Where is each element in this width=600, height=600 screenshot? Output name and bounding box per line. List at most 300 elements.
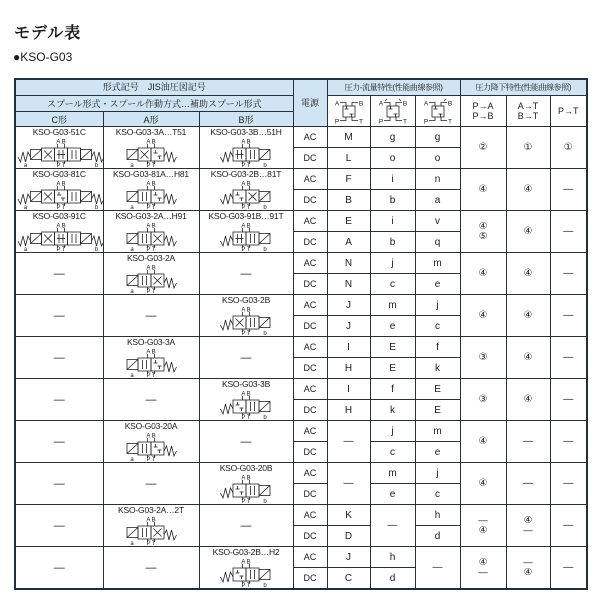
svg-text:P T: P T [146, 373, 156, 378]
header-drop-pt [550, 96, 587, 127]
model-cell-a [103, 127, 199, 169]
pressure-drop-value [506, 379, 550, 421]
pressure-drop-line: ① [563, 142, 573, 153]
drop-col-label: P→B [472, 111, 494, 121]
svg-text:b: b [263, 205, 267, 210]
model-cell-a: — [103, 295, 199, 337]
power-value: DC [293, 442, 327, 463]
pressure-drop-line: ④ [523, 515, 533, 526]
power-value: AC [293, 421, 327, 442]
pressure-drop-value [550, 211, 587, 253]
pressure-drop-line: — [563, 184, 574, 195]
pressure-drop-line: — [523, 557, 533, 568]
flow-value-merged: — [327, 421, 370, 463]
svg-text:B: B [447, 100, 452, 107]
pressure-drop-line: — [563, 226, 574, 237]
svg-text:a: a [130, 373, 134, 378]
power-value: AC [293, 211, 327, 232]
svg-text:P T: P T [146, 163, 156, 168]
model-number: KSO-G03-91C [32, 211, 86, 221]
pressure-drop-value [506, 127, 550, 169]
pressure-drop-value [506, 337, 550, 379]
pressure-drop-value [550, 505, 587, 547]
table-row [15, 127, 587, 148]
power-value: DC [293, 274, 327, 295]
model-cell-b: — [199, 505, 293, 547]
pressure-drop-line: ③ [478, 352, 488, 363]
model-number: KSO-G03-20A [124, 421, 178, 431]
flow-value: e [370, 484, 415, 505]
pressure-drop-value [460, 127, 506, 169]
flow-value: F [327, 169, 370, 190]
model-number: KSO-G03-81C [32, 169, 86, 179]
flow-value: J [327, 316, 370, 337]
model-number: KSO-G03-2B…81T [210, 169, 282, 179]
pressure-drop-line: ④ [523, 310, 533, 321]
pressure-drop-line: ③ [478, 394, 488, 405]
model-number: KSO-G03-3A [126, 337, 176, 347]
flow-value: o [370, 148, 415, 169]
valve-center-symbol-1 [329, 98, 369, 125]
svg-text:A B: A B [146, 349, 156, 356]
valve-symbol-a [106, 222, 196, 252]
flow-value: e [415, 274, 460, 295]
model-number: KSO-G03-3B…51H [210, 127, 282, 137]
model-cell-a [103, 253, 199, 295]
pressure-drop-line: ④ [478, 184, 488, 195]
model-cell-a: — [103, 463, 199, 505]
table-row [15, 505, 587, 526]
flow-value: g [415, 127, 460, 148]
model-cell-c: — [15, 421, 103, 463]
model-cell-a [103, 169, 199, 211]
svg-text:P T: P T [146, 205, 156, 210]
pressure-drop-value [506, 253, 550, 295]
valve-symbol-a [106, 348, 196, 378]
flow-value: J [327, 547, 370, 568]
power-value: DC [293, 484, 327, 505]
pressure-drop-line: — [563, 310, 574, 321]
valve-symbol-b [201, 558, 291, 588]
header-format-symbol: 形式記号 JIS油圧図記号 [15, 79, 293, 96]
model-cell-c [15, 169, 103, 211]
flow-value: j [370, 421, 415, 442]
svg-text:P T: P T [146, 541, 156, 546]
flow-value: I [327, 337, 370, 358]
flow-value: N [327, 274, 370, 295]
pressure-drop-value [550, 295, 587, 337]
svg-text:b: b [263, 499, 267, 504]
flow-value-merged: — [327, 463, 370, 505]
svg-text:a: a [130, 205, 134, 210]
pressure-drop-line: ② [478, 142, 488, 153]
flow-value: f [415, 337, 460, 358]
flow-value: n [415, 169, 460, 190]
svg-text:b: b [263, 331, 267, 336]
valve-symbol-c [16, 222, 103, 252]
svg-text:A B: A B [241, 307, 251, 314]
pressure-drop-value [460, 253, 506, 295]
flow-value: N [327, 253, 370, 274]
pressure-drop-value [506, 211, 550, 253]
flow-value: o [415, 148, 460, 169]
flow-value: E [370, 337, 415, 358]
svg-text:A B: A B [241, 139, 251, 146]
power-value: DC [293, 190, 327, 211]
svg-text:b: b [94, 205, 99, 210]
pressure-drop-value [460, 337, 506, 379]
svg-text:A B: A B [241, 181, 251, 188]
pressure-drop-line: — [563, 520, 574, 531]
power-value: DC [293, 358, 327, 379]
flow-value-merged: — [370, 505, 415, 547]
svg-text:A B: A B [146, 433, 156, 440]
model-cell-b [199, 127, 293, 169]
flow-value: A [327, 232, 370, 253]
pressure-drop-value [550, 421, 587, 463]
header-flow-characteristics: 圧力-流量特性(性能曲線参照) [327, 79, 460, 96]
model-cell-c: — [15, 337, 103, 379]
pressure-drop-value [506, 547, 550, 590]
flow-value: M [327, 127, 370, 148]
valve-symbol-b [201, 390, 291, 420]
valve-center-symbol-3 [418, 98, 458, 125]
flow-value: j [415, 463, 460, 484]
svg-text:T: T [402, 118, 407, 125]
model-cell-b: — [199, 253, 293, 295]
svg-text:P T: P T [56, 205, 66, 210]
power-value: AC [293, 337, 327, 358]
pressure-drop-line: ④ [523, 566, 533, 578]
header-drop-pa-pb [460, 96, 506, 127]
flow-value: E [370, 358, 415, 379]
drop-col-label: P→A [472, 101, 494, 111]
svg-text:b: b [263, 583, 267, 588]
pressure-drop-line: ④ [478, 268, 488, 279]
flow-symbol-cell-1 [327, 96, 370, 127]
page-title: モデル表 [14, 25, 82, 42]
flow-value: v [415, 211, 460, 232]
svg-text:b: b [94, 163, 99, 168]
flow-value: b [370, 190, 415, 211]
pressure-drop-line: ④ [523, 394, 533, 405]
valve-symbol-b [201, 306, 291, 336]
valve-symbol-a [106, 138, 196, 168]
flow-value: H [327, 400, 370, 421]
pressure-drop-line: — [523, 478, 534, 489]
svg-text:A B: A B [56, 139, 66, 146]
table-row [15, 169, 587, 190]
model-cell-a [103, 211, 199, 253]
model-cell-a [103, 421, 199, 463]
flow-value: m [415, 421, 460, 442]
model-cell-c: — [15, 253, 103, 295]
header-col-a: A形 [103, 112, 199, 127]
pressure-drop-line: ④ [478, 436, 488, 447]
pressure-drop-line: — [563, 562, 574, 573]
svg-text:b: b [94, 247, 99, 252]
header-col-b: B形 [199, 112, 293, 127]
svg-text:P T: P T [56, 247, 66, 252]
table-row [15, 211, 587, 232]
flow-value: j [370, 253, 415, 274]
flow-value: c [370, 274, 415, 295]
power-value: AC [293, 463, 327, 484]
svg-text:P T: P T [241, 583, 251, 588]
flow-value: k [370, 400, 415, 421]
model-cell-c: — [15, 505, 103, 547]
power-value: AC [293, 295, 327, 316]
svg-text:A B: A B [241, 391, 251, 398]
model-number: KSO-G03-3A…T51 [115, 127, 187, 137]
power-value: AC [293, 505, 327, 526]
pressure-drop-line: — [478, 566, 488, 578]
model-cell-a: — [103, 379, 199, 421]
model-cell-c [15, 127, 103, 169]
model-cell-b [199, 463, 293, 505]
flow-value: E [327, 211, 370, 232]
flow-value: d [370, 568, 415, 589]
flow-value: E [415, 379, 460, 400]
svg-text:P T: P T [241, 331, 251, 336]
flow-value: D [327, 526, 370, 547]
svg-text:A: A [378, 100, 383, 107]
flow-value: i [370, 169, 415, 190]
pressure-drop-value [460, 463, 506, 505]
flow-value: m [370, 463, 415, 484]
flow-value: j [415, 295, 460, 316]
pressure-drop-value [506, 505, 550, 547]
svg-text:B: B [358, 100, 363, 107]
pressure-drop-value [550, 547, 587, 590]
flow-value: h [415, 505, 460, 526]
flow-symbol-cell-3 [415, 96, 460, 127]
flow-value: K [327, 505, 370, 526]
svg-text:A B: A B [146, 265, 156, 272]
table-row [15, 295, 587, 316]
model-cell-a [103, 505, 199, 547]
valve-symbol-b [201, 138, 291, 168]
pressure-drop-line: ⑤ [478, 230, 488, 242]
flow-value: h [370, 547, 415, 568]
pressure-drop-value [460, 295, 506, 337]
pressure-drop-value [506, 295, 550, 337]
table-row [15, 379, 587, 400]
svg-text:A: A [334, 100, 339, 107]
model-cell-c: — [15, 379, 103, 421]
pressure-drop-line: — [563, 394, 574, 405]
svg-text:a: a [130, 163, 134, 168]
model-cell-c: — [15, 547, 103, 590]
svg-text:b: b [263, 415, 267, 420]
svg-text:A B: A B [241, 223, 251, 230]
model-cell-b [199, 295, 293, 337]
flow-value: c [370, 442, 415, 463]
pressure-drop-value [506, 421, 550, 463]
table-row [15, 253, 587, 274]
table-row [15, 421, 587, 442]
pressure-drop-line: — [523, 524, 533, 536]
model-number: KSO-G03-2A…H91 [115, 211, 187, 221]
pressure-drop-line: — [563, 478, 574, 489]
pressure-drop-value [460, 421, 506, 463]
model-number: KSO-G03-2B [221, 295, 271, 305]
pressure-drop-value [460, 379, 506, 421]
power-value: AC [293, 547, 327, 568]
svg-text:P: P [334, 118, 339, 125]
valve-symbol-a [106, 264, 196, 294]
pressure-drop-line: ④ [523, 352, 533, 363]
flow-value: J [327, 295, 370, 316]
pressure-drop-value [550, 253, 587, 295]
svg-text:T: T [358, 118, 363, 125]
svg-text:B: B [402, 100, 407, 107]
model-series-label: ●KSO-G03 [13, 50, 73, 64]
model-number: KSO-G03-81A…H81 [113, 169, 189, 179]
pressure-drop-line: ④ [478, 478, 488, 489]
model-cell-c [15, 211, 103, 253]
svg-text:A B: A B [146, 223, 156, 230]
svg-text:a: a [130, 457, 134, 462]
pressure-drop-line: — [478, 515, 488, 526]
svg-text:P T: P T [241, 415, 251, 420]
power-value: AC [293, 379, 327, 400]
pressure-drop-value [506, 169, 550, 211]
model-number: KSO-G03-51C [32, 127, 86, 137]
model-number: KSO-G03-2A [126, 253, 176, 263]
flow-value: g [370, 127, 415, 148]
model-cell-b [199, 169, 293, 211]
header-drop-at-bt [506, 96, 550, 127]
flow-value: d [415, 526, 460, 547]
svg-text:A B: A B [146, 139, 156, 146]
svg-text:P T: P T [146, 457, 156, 462]
model-cell-c: — [15, 295, 103, 337]
pressure-drop-line: ④ [523, 226, 533, 237]
svg-text:P T: P T [241, 163, 251, 168]
svg-text:b: b [263, 247, 267, 252]
pressure-drop-line: ④ [523, 268, 533, 279]
power-value: DC [293, 232, 327, 253]
model-number: KSO-G03-2B…H2 [212, 547, 280, 557]
drop-col-label: P→T [558, 106, 579, 116]
valve-symbol-c [16, 138, 103, 168]
table-row [15, 547, 587, 568]
power-value: DC [293, 568, 327, 589]
valve-symbol-b [201, 474, 291, 504]
svg-text:P T: P T [146, 289, 156, 294]
pressure-drop-line: ④ [478, 310, 488, 321]
pressure-drop-value [460, 211, 506, 253]
table-row [15, 337, 587, 358]
pressure-drop-value [550, 169, 587, 211]
model-cell-b [199, 211, 293, 253]
pressure-drop-value [506, 463, 550, 505]
svg-text:a: a [130, 541, 134, 546]
pressure-drop-line: ④ [523, 184, 533, 195]
power-value: DC [293, 148, 327, 169]
svg-text:P T: P T [241, 205, 251, 210]
svg-text:P: P [378, 118, 383, 125]
flow-value: B [327, 190, 370, 211]
pressure-drop-line: — [563, 352, 574, 363]
svg-text:b: b [263, 163, 267, 168]
pressure-drop-value [460, 169, 506, 211]
pressure-drop-value [460, 505, 506, 547]
svg-text:P: P [423, 118, 428, 125]
model-table [14, 78, 588, 590]
flow-value: i [370, 211, 415, 232]
pressure-drop-line: ④ [478, 557, 488, 568]
valve-symbol-a [106, 432, 196, 462]
pressure-drop-value [550, 127, 587, 169]
drop-col-label: B→T [517, 111, 539, 121]
flow-value: I [327, 379, 370, 400]
power-value: AC [293, 127, 327, 148]
svg-text:A B: A B [146, 181, 156, 188]
pressure-drop-value [550, 463, 587, 505]
flow-value: m [415, 253, 460, 274]
svg-text:A B: A B [241, 559, 251, 566]
model-cell-b: — [199, 337, 293, 379]
header-col-c: C形 [15, 112, 103, 127]
model-number: KSO-G03-91B…91T [208, 211, 284, 221]
flow-value: e [370, 316, 415, 337]
svg-text:a: a [23, 205, 28, 210]
pressure-drop-line: — [563, 436, 574, 447]
valve-symbol-a [106, 180, 196, 210]
power-value: AC [293, 169, 327, 190]
flow-value: E [415, 400, 460, 421]
flow-value-merged: — [415, 547, 460, 590]
header-row-1 [15, 79, 587, 96]
pressure-drop-line: — [523, 436, 534, 447]
model-cell-b: — [199, 421, 293, 463]
flow-value: L [327, 148, 370, 169]
valve-symbol-a [106, 516, 196, 546]
svg-text:a: a [23, 247, 28, 252]
pressure-drop-value [460, 547, 506, 590]
pressure-drop-line: ① [523, 142, 533, 153]
svg-text:a: a [130, 289, 134, 294]
svg-text:a: a [23, 163, 28, 168]
valve-symbol-c [16, 180, 103, 210]
drop-col-label: A→T [517, 101, 539, 111]
flow-value: c [415, 316, 460, 337]
header-power: 電源 [293, 79, 327, 127]
svg-text:P T: P T [146, 247, 156, 252]
valve-center-symbol-2 [373, 98, 413, 125]
flow-value: a [415, 190, 460, 211]
svg-text:A B: A B [241, 475, 251, 482]
flow-value: b [370, 232, 415, 253]
valve-symbol-b [201, 180, 291, 210]
flow-value: e [415, 442, 460, 463]
svg-text:A B: A B [56, 181, 66, 188]
model-cell-c: — [15, 463, 103, 505]
pressure-drop-value [550, 379, 587, 421]
flow-value: c [415, 484, 460, 505]
power-value: AC [293, 253, 327, 274]
svg-text:A B: A B [146, 517, 156, 524]
svg-text:T: T [447, 118, 452, 125]
power-value: DC [293, 316, 327, 337]
pressure-drop-value [550, 337, 587, 379]
flow-value: m [370, 295, 415, 316]
svg-text:A B: A B [56, 223, 66, 230]
svg-text:P T: P T [56, 163, 66, 168]
flow-value: C [327, 568, 370, 589]
